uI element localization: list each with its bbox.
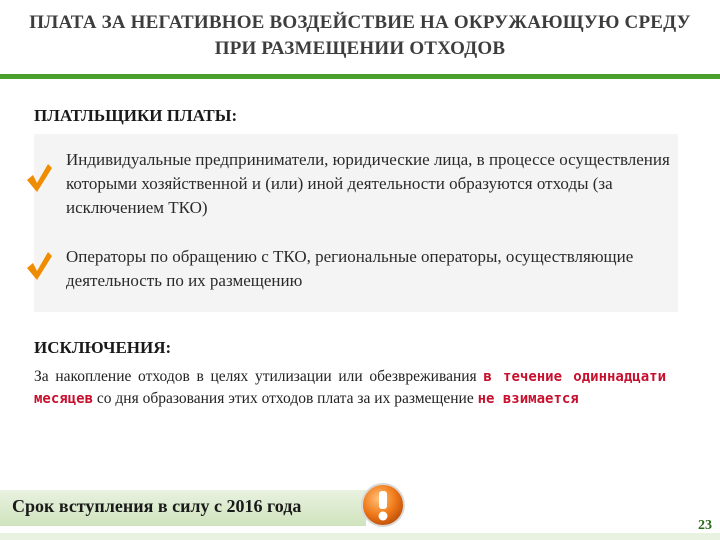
checkmark-icon <box>24 250 54 282</box>
exceptions-text <box>34 366 666 410</box>
checkmark-icon <box>24 162 54 194</box>
payers-heading: ПЛАТЛЬЩИКИ ПЛАТЫ: <box>34 106 238 125</box>
payer-item-2: Операторы по обращению с ТКО, региональные операторы, осуществляющие деятельность по их размещению <box>66 247 634 290</box>
footer-bar <box>0 533 720 540</box>
exception-highlight-duration: в течение одиннадцати месяцев <box>34 369 666 407</box>
payer-item-1: Индивидуальные предприниматели, юридические лица, в процессе осуществления которыми хозяйственной и (или) иной деятельности образуются отходы (за исключением ТКО) <box>66 150 670 217</box>
exclamation-alert-icon <box>360 482 406 528</box>
exception-text-part-2: со дня образования этих отходов плата за их размещение <box>93 390 478 407</box>
exceptions-heading: ИСКЛЮЧЕНИЯ: <box>34 338 172 357</box>
title-line-2: ПРИ РАЗМЕЩЕНИИ ОТХОДОВ <box>214 38 506 59</box>
title-divider <box>0 74 720 79</box>
page-number: 23 <box>698 518 712 533</box>
page-title <box>0 10 720 62</box>
exception-text-part-1: За накопление отходов в целях утилизации или обезвреживания <box>34 368 484 385</box>
exception-highlight-not-charged: не взимается <box>477 391 579 407</box>
title-line-1: ПЛАТА ЗА НЕГАТИВНОЕ ВОЗДЕЙСТВИЕ НА ОКРУЖАЮЩУЮ СРЕДУ <box>29 12 691 33</box>
effective-date-text: Срок вступления в силу с 2016 года <box>12 496 302 516</box>
